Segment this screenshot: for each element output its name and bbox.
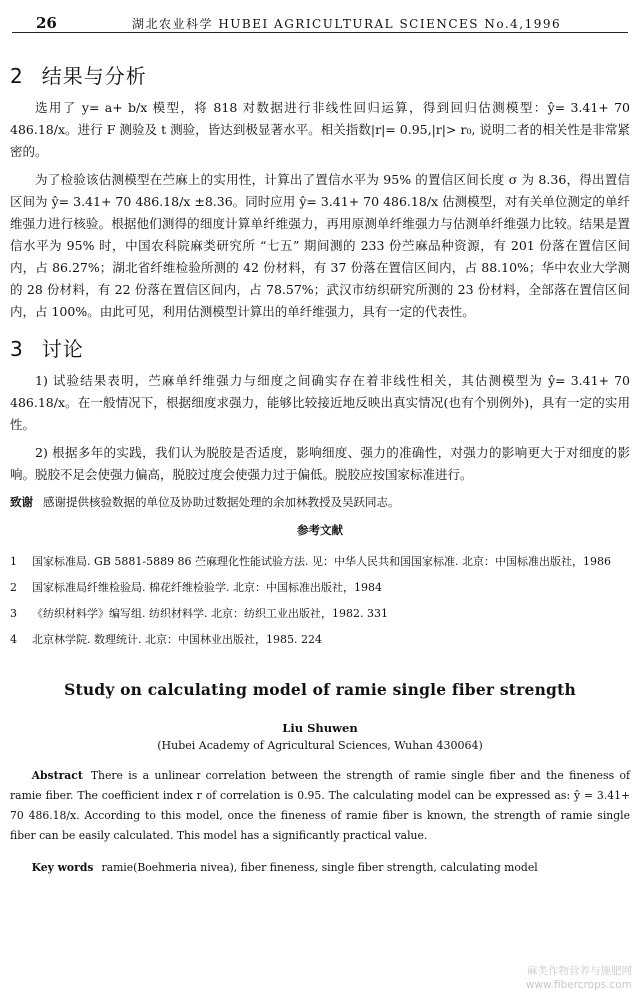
reference-text: 国家标准局. GB 5881-5889 86 苎麻理化性能试验方法. 见：中华人民共和国国家标准. 北京：中国标准出版社，1986 <box>32 555 612 568</box>
section-title: 结果与分析 <box>41 64 147 88</box>
english-title: Study on calculating model of ramie single fiber strength <box>64 680 576 699</box>
section-title: 讨论 <box>41 337 84 361</box>
english-keywords <box>10 858 630 878</box>
section-number: 2 <box>10 64 24 88</box>
discussion-paragraph-1: 1) 试验结果表明，苎麻单纤维强力与细度之间确实存在着非线性相关，其估测模型为 ŷ= 3.41+ 70 486.18/x。在一般情况下，根据细度求强力，能够比较接近地反映出真实情况(也有个别例外)，具有一定的实用性。 <box>10 373 630 432</box>
reference-number: 1 <box>10 555 17 568</box>
acknowledgement-label: 致谢 <box>10 495 33 509</box>
running-header <box>12 12 628 33</box>
reference-text: 北京林学院. 数理统计. 北京：中国林业出版社，1985. 224 <box>32 633 322 646</box>
reference-item <box>10 630 630 650</box>
section-heading-results <box>10 60 630 89</box>
reference-number: 4 <box>10 633 17 646</box>
reference-number: 2 <box>10 581 17 594</box>
acknowledgement <box>10 492 630 512</box>
acknowledgement-text: 感谢提供核验数据的单位及协助过数据处理的余加林教授及吴跃同志。 <box>43 495 400 509</box>
references-title: 参考文献 <box>297 523 343 537</box>
reference-item <box>10 578 630 598</box>
abstract-label: Abstract <box>31 769 83 782</box>
keywords-label: Key words <box>31 861 94 874</box>
keywords-text: ramie(Boehmeria nivea), fiber fineness, single fiber strength, calculating model <box>101 861 538 874</box>
site-watermark <box>526 964 632 992</box>
reference-number: 3 <box>10 607 17 620</box>
english-affiliation: (Hubei Academy of Agricultural Sciences, Wuhan 430064) <box>157 739 483 752</box>
reference-list <box>10 552 630 650</box>
watermark-line-2: www.fibercrops.com <box>525 979 632 991</box>
reference-text: 国家标准局纤维检验局. 棉花纤维检验学. 北京：中国标准出版社，1984 <box>32 581 382 594</box>
discussion-paragraph-2: 2) 根据多年的实践，我们认为脱胶是否适度，影响细度、强力的准确性，对强力的影响更大于对细度的影响。脱胶不足会使强力偏高，脱胶过度会使强力过于偏低。脱胶应按国家标准进行。 <box>10 445 630 482</box>
reference-item <box>10 552 630 572</box>
english-abstract <box>10 766 630 846</box>
english-author: Liu Shuwen <box>282 721 358 735</box>
abstract-text: There is a unlinear correlation between the strength of ramie single fiber and the fineness of ramie fiber. The coefficient index r of correlation is 0.95. The calculating model can be expressed as: ŷ = 3.41+ 70 486.18/x. According to this model, once the fineness of ramie fiber is known, the strength of ramie single fiber can be easily calculated. This model has a significantly practical value. <box>10 769 630 842</box>
reference-item <box>10 604 630 624</box>
article-body <box>10 60 630 878</box>
results-paragraph-2: 为了检验该估测模型在苎麻上的实用性，计算出了置信水平为 95% 的置信区间长度 σ 为 8.36，得出置信区间为 ŷ= 3.41+ 70 486.18/x ±8.36。同时应用 ŷ= 3.41+ 70 486.18/x 估测模型，对有关单位测定的单纤维强力进行核验。根据他们测得的细度计算单纤维强力，再用原测单纤维强力与估测单纤维强力比较。结果是置信水平为 95% 时，中国农科院麻类研究所 “七五” 期间测的 233 份苎麻品种资源，有 201 份落在置信区间内，占 86.27%；湖北省纤维检验所测的 42 份材料，有 37 份落在置信区间内，占 88.10%；华中农业大学测的 28 份材料，有 22 份落在置信区间内，占 78.57%；武汉市纺织研究所测的 23 份材料，全部落在置信区间内，占 100%。由此可见，利用估测模型计算出的单纤维强力，具有一定的代表性。 <box>10 172 630 319</box>
results-paragraph-1: 选用了 y= a+ b/x 模型，将 818 对数据进行非线性回归运算，得到回归估测模型：ŷ= 3.41+ 70 486.18/x。进行 F 测验及 t 测验，皆达到极显著水平。相关指数|r|= 0.95,|r|> r₀, 说明二者的相关性是非常紧密的。 <box>10 100 630 159</box>
reference-text: 《纺织材料学》编写组. 纺织材料学. 北京：纺织工业出版社，1982. 331 <box>32 607 388 620</box>
page-number: 26 <box>36 14 57 32</box>
section-number: 3 <box>10 337 24 361</box>
watermark-line-1: 麻类作物营养与施肥网 <box>527 965 632 977</box>
section-heading-discussion <box>10 333 630 362</box>
journal-name: 湖北农业科学 HUBEI AGRICULTURAL SCIENCES No.4,1996 <box>132 17 562 31</box>
